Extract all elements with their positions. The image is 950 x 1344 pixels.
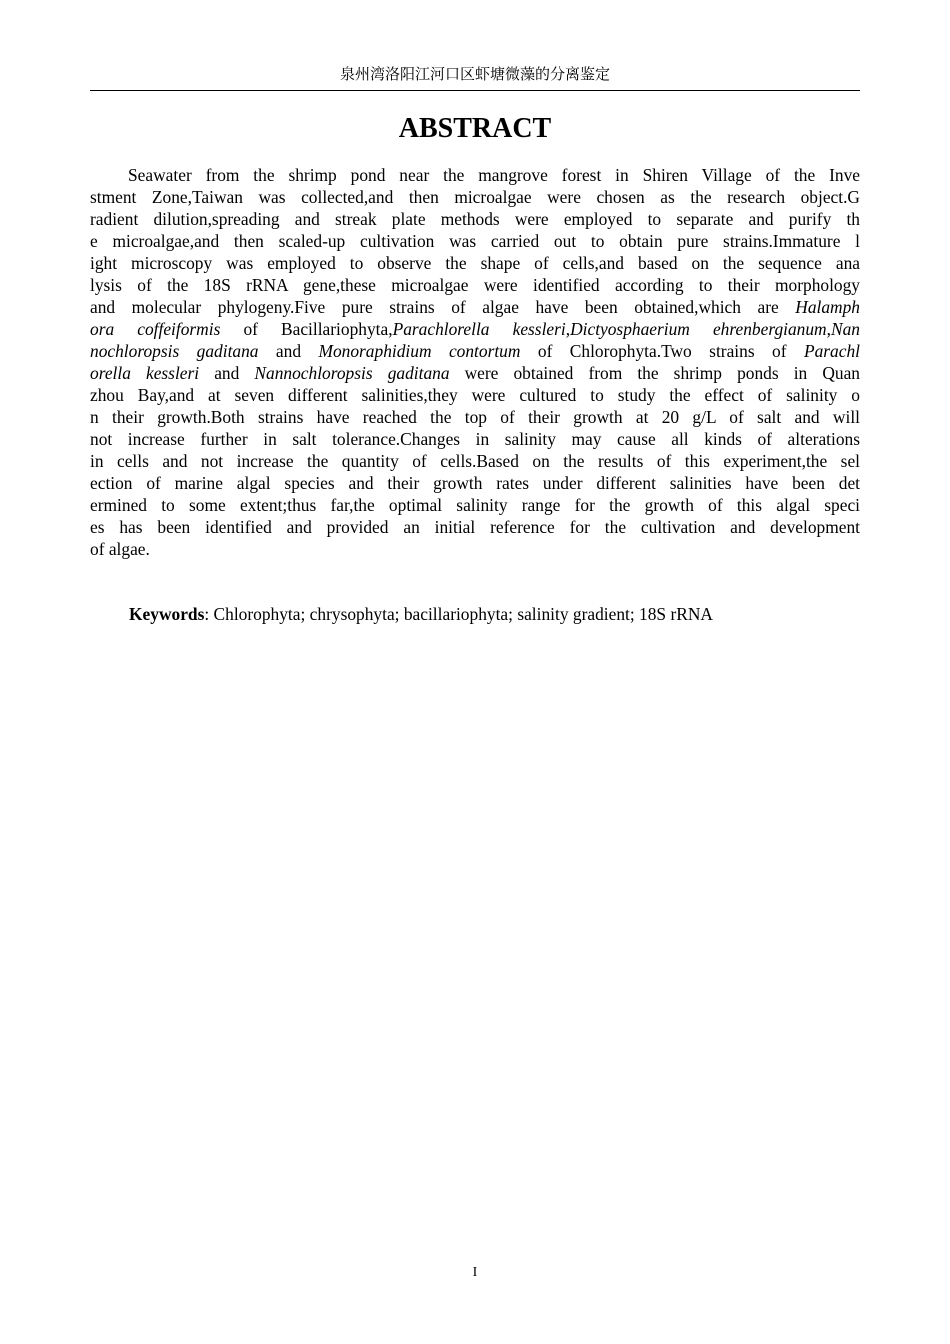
running-header: 泉州湾洛阳江河口区虾塘微藻的分离鉴定 bbox=[339, 65, 610, 83]
keywords-text: : Chlorophyta; chrysophyta; bacillariophyta; salinity gradient; 18S rRNA bbox=[204, 604, 713, 624]
abstract-line: and molecular phylogeny.Five pure strains of algae have been obtained,which are Halamph bbox=[90, 297, 860, 317]
abstract-line: ora coffeiformis of Bacillariophyta,Parachlorella kessleri,Dictyosphaerium ehrenbergianum,Nan bbox=[90, 319, 860, 339]
header-divider bbox=[90, 90, 860, 91]
species-name: orella kessleri bbox=[90, 363, 200, 383]
abstract-line: ight microscopy was employed to observe the shape of cells,and based on the sequence ana bbox=[90, 253, 860, 273]
abstract-line: n their growth.Both strains have reached the top of their growth at 20 g/L of salt and will bbox=[90, 407, 860, 427]
abstract-title: ABSTRACT bbox=[398, 113, 552, 144]
abstract-line: es has been identified and provided an initial reference for the cultivation and development bbox=[90, 517, 860, 537]
abstract-line: stment Zone,Taiwan was collected,and then microalgae were chosen as the research object.G bbox=[90, 187, 860, 207]
page-number: I bbox=[472, 1265, 478, 1280]
abstract-line: Seawater from the shrimp pond near the mangrove forest in Shiren Village of the Inve bbox=[128, 165, 860, 185]
keywords-label: Keywords bbox=[129, 604, 205, 624]
abstract-line: not increase further in salt tolerance.Changes in salinity may cause all kinds of alterations bbox=[90, 429, 860, 449]
species-name: Monoraphidium contortum bbox=[318, 341, 521, 361]
abstract-line: of algae. bbox=[90, 539, 150, 559]
abstract-body bbox=[90, 164, 860, 560]
keywords bbox=[129, 603, 860, 625]
abstract-line: orella kessleri and Nannochloropsis gaditana were obtained from the shrimp ponds in Quan bbox=[90, 363, 860, 383]
abstract-line: ermined to some extent;thus far,the optimal salinity range for the growth of this algal speci bbox=[90, 495, 860, 515]
species-name: Parachlorella kessleri bbox=[392, 319, 566, 339]
species-name: ora coffeiformis bbox=[90, 319, 221, 339]
abstract-line: nochloropsis gaditana and Monoraphidium contortum of Chlorophyta.Two strains of Parachl bbox=[90, 341, 860, 361]
abstract-line: e microalgae,and then scaled-up cultivation was carried out to obtain pure strains.Immature l bbox=[90, 231, 860, 251]
abstract-line: zhou Bay,and at seven different salinities,they were cultured to study the effect of salinity o bbox=[90, 385, 860, 405]
species-name: Nan bbox=[830, 319, 860, 339]
species-name: Nannochloropsis gaditana bbox=[254, 363, 450, 383]
abstract-line: radient dilution,spreading and streak plate methods were employed to separate and purify th bbox=[90, 209, 860, 229]
species-name: nochloropsis gaditana bbox=[90, 341, 259, 361]
abstract-line: ection of marine algal species and their growth rates under different salinities have been det bbox=[90, 473, 860, 493]
species-name: Dictyosphaerium ehrenbergianum bbox=[570, 319, 827, 339]
species-name: Halamph bbox=[795, 297, 860, 317]
species-name: Parachl bbox=[803, 341, 860, 361]
abstract-line: lysis of the 18S rRNA gene,these microalgae were identified according to their morphology bbox=[90, 275, 860, 295]
abstract-line: in cells and not increase the quantity of cells.Based on the results of this experiment,the sel bbox=[90, 451, 860, 471]
